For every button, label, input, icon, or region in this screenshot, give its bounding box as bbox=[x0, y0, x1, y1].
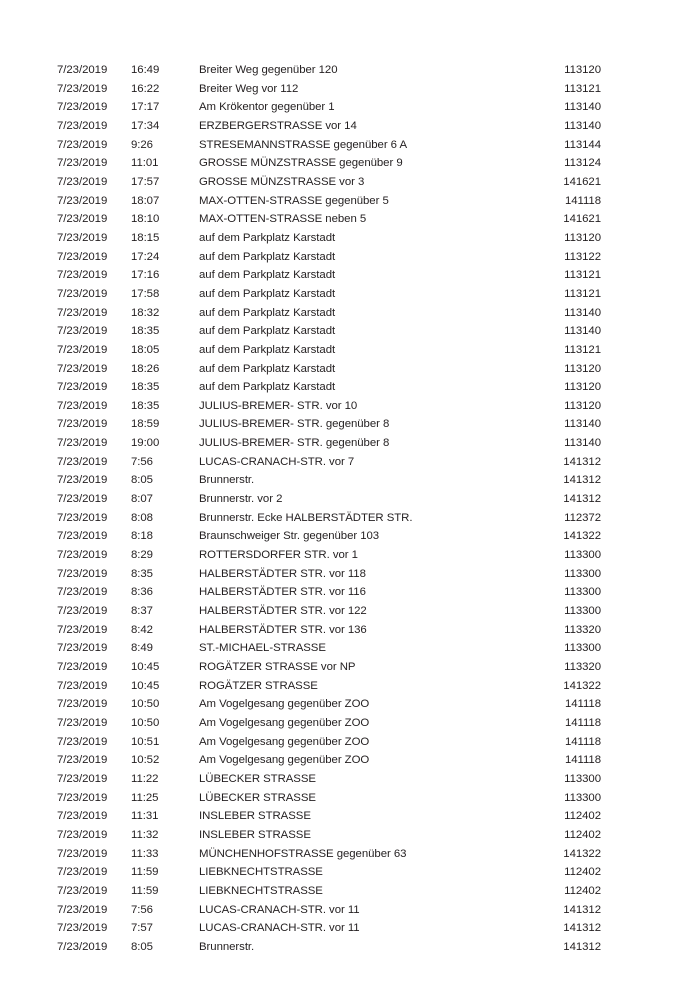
cell-code: 141118 bbox=[564, 735, 601, 748]
cell-code: 113140 bbox=[564, 418, 601, 431]
cell-date: 7/23/2019 bbox=[57, 362, 108, 375]
cell-code: 113300 bbox=[564, 772, 601, 785]
cell-time: 16:49 bbox=[131, 64, 160, 76]
cell-code: 113120 bbox=[564, 362, 601, 375]
table-row bbox=[57, 210, 602, 229]
cell-date: 7/23/2019 bbox=[57, 306, 108, 319]
cell-code: 113300 bbox=[564, 791, 601, 804]
cell-code: 113140 bbox=[564, 119, 601, 132]
cell-date: 7/23/2019 bbox=[57, 343, 108, 356]
cell-location: Breiter Weg vor 112 bbox=[199, 82, 299, 95]
cell-location: STRESEMANNSTRASSE gegenüber 6 A bbox=[199, 138, 408, 151]
cell-location: GROSSE MÜNZSTRASSE vor 3 bbox=[199, 175, 365, 188]
cell-time: 17:24 bbox=[131, 250, 160, 263]
records-table-body bbox=[57, 61, 602, 957]
cell-date: 7/23/2019 bbox=[57, 213, 108, 226]
cell-time: 11:32 bbox=[131, 828, 159, 841]
cell-code: 113120 bbox=[564, 381, 601, 394]
cell-location: Brunnerstr. vor 2 bbox=[199, 493, 283, 506]
cell-date: 7/23/2019 bbox=[57, 64, 108, 76]
cell-location: Brunnerstr. bbox=[199, 474, 255, 487]
cell-date: 7/23/2019 bbox=[57, 325, 108, 338]
table-row bbox=[57, 154, 602, 173]
cell-time: 7:56 bbox=[131, 903, 153, 916]
cell-date: 7/23/2019 bbox=[57, 530, 108, 543]
cell-time: 11:25 bbox=[131, 791, 159, 804]
cell-code: 112402 bbox=[564, 884, 601, 897]
cell-code: 141621 bbox=[563, 175, 601, 188]
table-row bbox=[57, 136, 602, 155]
cell-time: 18:26 bbox=[131, 362, 160, 375]
table-row bbox=[57, 863, 602, 882]
cell-code: 141118 bbox=[564, 698, 601, 711]
cell-location: LIEBKNECHTSTRASSE bbox=[199, 884, 323, 897]
cell-date: 7/23/2019 bbox=[57, 418, 108, 431]
table-row bbox=[57, 919, 602, 938]
table-row bbox=[57, 453, 602, 472]
cell-date: 7/23/2019 bbox=[57, 250, 108, 263]
table-row bbox=[57, 471, 602, 490]
cell-time: 11:33 bbox=[131, 847, 159, 860]
cell-location: Am Krökentor gegenüber 1 bbox=[199, 101, 335, 114]
cell-code: 113120 bbox=[564, 231, 601, 244]
cell-date: 7/23/2019 bbox=[57, 399, 108, 412]
cell-location: GROSSE MÜNZSTRASSE gegenüber 9 bbox=[199, 157, 403, 170]
table-row bbox=[57, 173, 602, 192]
table-row bbox=[57, 266, 602, 285]
cell-time: 10:51 bbox=[131, 735, 160, 748]
cell-code: 113320 bbox=[564, 623, 601, 636]
cell-date: 7/23/2019 bbox=[57, 884, 108, 897]
cell-time: 18:59 bbox=[131, 418, 160, 431]
cell-location: LUCAS-CRANACH-STR. vor 11 bbox=[199, 922, 360, 935]
cell-location: HALBERSTÄDTER STR. vor 136 bbox=[199, 623, 367, 636]
cell-location: LUCAS-CRANACH-STR. vor 11 bbox=[199, 903, 360, 916]
cell-date: 7/23/2019 bbox=[57, 847, 108, 860]
cell-location: JULIUS-BREMER- STR. gegenüber 8 bbox=[199, 437, 390, 450]
cell-date: 7/23/2019 bbox=[57, 511, 108, 524]
cell-code: 141118 bbox=[564, 754, 601, 767]
cell-time: 10:52 bbox=[131, 754, 160, 767]
cell-date: 7/23/2019 bbox=[57, 698, 108, 711]
cell-date: 7/23/2019 bbox=[57, 810, 108, 823]
table-row bbox=[57, 229, 602, 248]
table-row bbox=[57, 415, 602, 434]
cell-code: 113120 bbox=[564, 64, 601, 76]
cell-code: 113140 bbox=[564, 325, 601, 338]
cell-location: MÜNCHENHOFSTRASSE gegenüber 63 bbox=[199, 847, 407, 860]
cell-location: auf dem Parkplatz Karstadt bbox=[199, 231, 336, 244]
cell-location: ERZBERGERSTRASSE vor 14 bbox=[199, 119, 357, 132]
table-row bbox=[57, 490, 602, 509]
cell-location: LÜBECKER STRASSE bbox=[199, 791, 316, 804]
cell-date: 7/23/2019 bbox=[57, 828, 108, 841]
table-row bbox=[57, 602, 602, 621]
cell-date: 7/23/2019 bbox=[57, 437, 108, 450]
table-row bbox=[57, 546, 602, 565]
cell-time: 17:58 bbox=[131, 287, 160, 300]
table-row bbox=[57, 583, 602, 602]
cell-code: 141312 bbox=[563, 455, 601, 468]
cell-date: 7/23/2019 bbox=[57, 754, 108, 767]
cell-code: 141312 bbox=[563, 940, 601, 953]
cell-location: auf dem Parkplatz Karstadt bbox=[199, 381, 336, 394]
cell-date: 7/23/2019 bbox=[57, 493, 108, 506]
table-row bbox=[57, 61, 602, 80]
cell-time: 10:50 bbox=[131, 698, 160, 711]
table-row bbox=[57, 397, 602, 416]
cell-time: 7:56 bbox=[131, 455, 153, 468]
cell-location: Am Vogelgesang gegenüber ZOO bbox=[199, 754, 370, 767]
table-row bbox=[57, 714, 602, 733]
cell-location: auf dem Parkplatz Karstadt bbox=[199, 343, 336, 356]
cell-date: 7/23/2019 bbox=[57, 567, 108, 580]
table-row bbox=[57, 733, 602, 752]
cell-location: INSLEBER STRASSE bbox=[199, 828, 311, 841]
cell-date: 7/23/2019 bbox=[57, 903, 108, 916]
cell-code: 113140 bbox=[564, 101, 601, 114]
cell-date: 7/23/2019 bbox=[57, 866, 108, 879]
cell-location: Breiter Weg gegenüber 120 bbox=[199, 64, 338, 76]
cell-code: 113144 bbox=[564, 138, 601, 151]
cell-time: 11:59 bbox=[131, 884, 159, 897]
table-row bbox=[57, 938, 602, 957]
table-row bbox=[57, 378, 602, 397]
table-row bbox=[57, 360, 602, 379]
cell-date: 7/23/2019 bbox=[57, 679, 108, 692]
cell-time: 18:35 bbox=[131, 325, 160, 338]
cell-date: 7/23/2019 bbox=[57, 716, 108, 729]
table-row bbox=[57, 565, 602, 584]
cell-location: auf dem Parkplatz Karstadt bbox=[199, 269, 336, 282]
cell-code: 113300 bbox=[564, 549, 601, 562]
cell-date: 7/23/2019 bbox=[57, 623, 108, 636]
cell-code: 112402 bbox=[564, 810, 601, 823]
cell-date: 7/23/2019 bbox=[57, 231, 108, 244]
table-row bbox=[57, 621, 602, 640]
cell-location: INSLEBER STRASSE bbox=[199, 810, 311, 823]
table-row bbox=[57, 80, 602, 99]
cell-time: 8:49 bbox=[131, 642, 153, 655]
cell-time: 11:22 bbox=[131, 772, 159, 785]
cell-code: 141312 bbox=[563, 493, 601, 506]
cell-date: 7/23/2019 bbox=[57, 586, 108, 599]
cell-time: 8:07 bbox=[131, 493, 153, 506]
cell-time: 8:36 bbox=[131, 586, 153, 599]
cell-location: auf dem Parkplatz Karstadt bbox=[199, 250, 336, 263]
cell-time: 18:07 bbox=[131, 194, 160, 207]
table-row bbox=[57, 639, 602, 658]
cell-time: 8:35 bbox=[131, 567, 153, 580]
table-row bbox=[57, 677, 602, 696]
cell-location: auf dem Parkplatz Karstadt bbox=[199, 287, 336, 300]
table-row bbox=[57, 901, 602, 920]
table-row bbox=[57, 882, 602, 901]
cell-code: 113121 bbox=[564, 343, 601, 356]
table-row bbox=[57, 807, 602, 826]
cell-time: 18:05 bbox=[131, 343, 160, 356]
table-row bbox=[57, 751, 602, 770]
table-row bbox=[57, 434, 602, 453]
cell-code: 113120 bbox=[564, 399, 601, 412]
cell-date: 7/23/2019 bbox=[57, 138, 108, 151]
cell-date: 7/23/2019 bbox=[57, 157, 108, 170]
cell-date: 7/23/2019 bbox=[57, 605, 108, 618]
cell-location: LUCAS-CRANACH-STR. vor 7 bbox=[199, 455, 355, 468]
cell-location: JULIUS-BREMER- STR. vor 10 bbox=[199, 399, 358, 412]
cell-time: 10:45 bbox=[131, 661, 160, 673]
cell-location: Am Vogelgesang gegenüber ZOO bbox=[199, 716, 370, 729]
cell-location: Braunschweiger Str. gegenüber 103 bbox=[199, 530, 380, 543]
cell-date: 7/23/2019 bbox=[57, 922, 108, 935]
cell-time: 8:05 bbox=[131, 940, 153, 953]
cell-time: 19:00 bbox=[131, 437, 160, 450]
cell-date: 7/23/2019 bbox=[57, 101, 108, 114]
cell-location: MAX-OTTEN-STRASSE gegenüber 5 bbox=[199, 194, 389, 207]
table-row bbox=[57, 248, 602, 267]
cell-date: 7/23/2019 bbox=[57, 735, 108, 748]
cell-time: 11:31 bbox=[131, 810, 159, 823]
cell-time: 11:01 bbox=[131, 157, 159, 170]
cell-time: 7:57 bbox=[131, 922, 153, 935]
cell-date: 7/23/2019 bbox=[57, 772, 108, 785]
cell-location: MAX-OTTEN-STRASSE neben 5 bbox=[199, 213, 367, 226]
cell-code: 141118 bbox=[564, 716, 601, 729]
cell-location: HALBERSTÄDTER STR. vor 118 bbox=[199, 567, 366, 580]
table-row bbox=[57, 527, 602, 546]
cell-code: 141322 bbox=[563, 679, 601, 692]
cell-location: LÜBECKER STRASSE bbox=[199, 772, 316, 785]
cell-location: auf dem Parkplatz Karstadt bbox=[199, 306, 336, 319]
cell-location: ROGÄTZER STRASSE bbox=[199, 679, 318, 692]
cell-code: 113121 bbox=[564, 269, 601, 282]
cell-code: 113300 bbox=[564, 567, 601, 580]
cell-time: 17:16 bbox=[131, 269, 160, 282]
cell-date: 7/23/2019 bbox=[57, 791, 108, 804]
cell-date: 7/23/2019 bbox=[57, 175, 108, 188]
table-row bbox=[57, 322, 602, 341]
table-row bbox=[57, 789, 602, 808]
cell-time: 17:34 bbox=[131, 119, 160, 132]
table-row bbox=[57, 117, 602, 136]
cell-time: 8:05 bbox=[131, 474, 153, 487]
cell-date: 7/23/2019 bbox=[57, 381, 108, 394]
cell-location: auf dem Parkplatz Karstadt bbox=[199, 362, 336, 375]
cell-date: 7/23/2019 bbox=[57, 549, 108, 562]
cell-code: 112402 bbox=[564, 828, 601, 841]
table-row bbox=[57, 341, 602, 360]
cell-code: 141118 bbox=[564, 194, 601, 207]
cell-time: 8:29 bbox=[131, 549, 153, 562]
cell-time: 18:32 bbox=[131, 306, 160, 319]
cell-date: 7/23/2019 bbox=[57, 287, 108, 300]
cell-code: 113122 bbox=[564, 250, 601, 263]
cell-date: 7/23/2019 bbox=[57, 269, 108, 282]
cell-code: 113320 bbox=[564, 661, 601, 673]
cell-location: ROGÄTZER STRASSE vor NP bbox=[199, 661, 356, 673]
cell-location: Brunnerstr. Ecke HALBERSTÄDTER STR. bbox=[199, 511, 413, 524]
cell-time: 18:15 bbox=[131, 231, 160, 244]
cell-date: 7/23/2019 bbox=[57, 455, 108, 468]
cell-location: JULIUS-BREMER- STR. gegenüber 8 bbox=[199, 418, 390, 431]
cell-code: 113140 bbox=[564, 306, 601, 319]
cell-code: 141312 bbox=[563, 922, 601, 935]
cell-date: 7/23/2019 bbox=[57, 474, 108, 487]
cell-location: auf dem Parkplatz Karstadt bbox=[199, 325, 336, 338]
cell-code: 141621 bbox=[563, 213, 601, 226]
cell-time: 18:10 bbox=[131, 213, 160, 226]
cell-code: 113300 bbox=[564, 586, 601, 599]
cell-code: 141312 bbox=[563, 903, 601, 916]
cell-time: 17:57 bbox=[131, 175, 160, 188]
cell-location: Am Vogelgesang gegenüber ZOO bbox=[199, 735, 370, 748]
cell-time: 18:35 bbox=[131, 399, 160, 412]
cell-code: 113121 bbox=[564, 287, 601, 300]
cell-time: 17:17 bbox=[131, 101, 160, 114]
cell-code: 141322 bbox=[563, 847, 601, 860]
table-row bbox=[57, 285, 602, 304]
cell-location: ST.-MICHAEL-STRASSE bbox=[199, 642, 326, 655]
cell-time: 10:45 bbox=[131, 679, 160, 692]
cell-time: 8:08 bbox=[131, 511, 153, 524]
cell-date: 7/23/2019 bbox=[57, 661, 108, 673]
cell-location: Brunnerstr. bbox=[199, 940, 255, 953]
table-row bbox=[57, 98, 602, 117]
table-row bbox=[57, 695, 602, 714]
cell-location: HALBERSTÄDTER STR. vor 122 bbox=[199, 605, 367, 618]
table-row bbox=[57, 304, 602, 323]
cell-time: 8:18 bbox=[131, 530, 153, 543]
cell-date: 7/23/2019 bbox=[57, 642, 108, 655]
cell-code: 113140 bbox=[564, 437, 601, 450]
cell-date: 7/23/2019 bbox=[57, 119, 108, 132]
cell-date: 7/23/2019 bbox=[57, 82, 108, 95]
cell-location: HALBERSTÄDTER STR. vor 116 bbox=[199, 586, 366, 599]
cell-code: 141312 bbox=[563, 474, 601, 487]
table-row bbox=[57, 192, 602, 211]
cell-location: Am Vogelgesang gegenüber ZOO bbox=[199, 698, 370, 711]
cell-code: 112372 bbox=[564, 511, 601, 524]
table-row bbox=[57, 770, 602, 789]
cell-time: 8:37 bbox=[131, 605, 153, 618]
cell-code: 141322 bbox=[563, 530, 601, 543]
table-row bbox=[57, 845, 602, 864]
records-table bbox=[57, 61, 602, 957]
cell-date: 7/23/2019 bbox=[57, 940, 108, 953]
cell-time: 18:35 bbox=[131, 381, 160, 394]
cell-time: 16:22 bbox=[131, 82, 160, 95]
cell-location: ROTTERSDORFER STR. vor 1 bbox=[199, 549, 358, 562]
cell-code: 113121 bbox=[564, 82, 601, 95]
cell-location: LIEBKNECHTSTRASSE bbox=[199, 866, 323, 879]
cell-time: 8:42 bbox=[131, 623, 153, 636]
table-row bbox=[57, 509, 602, 528]
table-row bbox=[57, 826, 602, 845]
cell-code: 113124 bbox=[564, 157, 601, 170]
cell-time: 11:59 bbox=[131, 866, 159, 879]
cell-code: 113300 bbox=[564, 642, 601, 655]
cell-date: 7/23/2019 bbox=[57, 194, 108, 207]
cell-code: 112402 bbox=[564, 866, 601, 879]
cell-time: 9:26 bbox=[131, 138, 153, 151]
table-row bbox=[57, 658, 602, 677]
cell-code: 113300 bbox=[564, 605, 601, 618]
cell-time: 10:50 bbox=[131, 716, 160, 729]
